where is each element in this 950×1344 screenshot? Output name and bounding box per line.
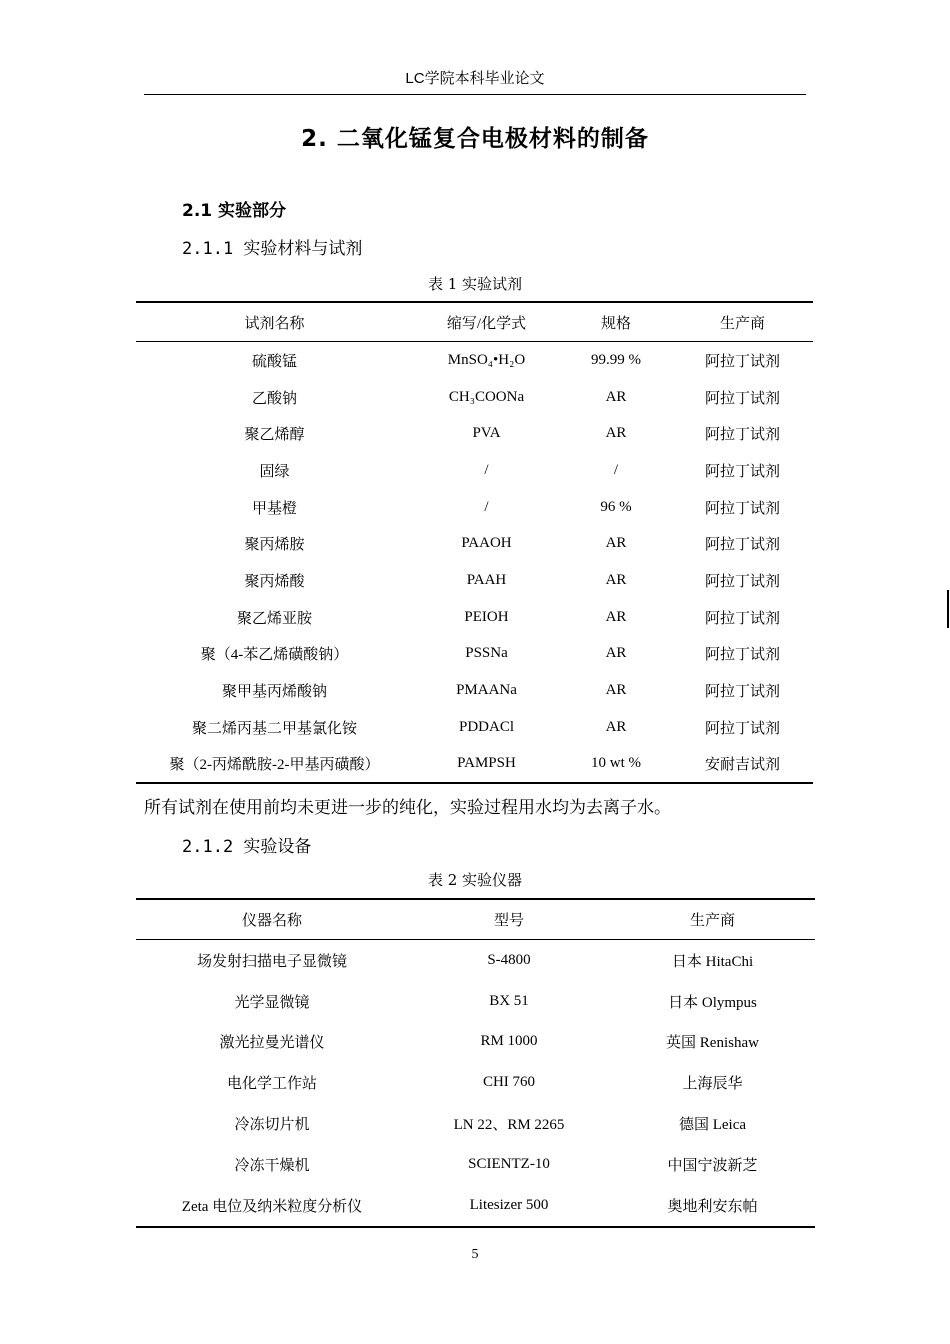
column-header: 生产商 [672, 302, 813, 342]
table-cell: 聚乙烯醇 [244, 427, 305, 444]
table-cell: 阿拉丁试剂 [704, 390, 780, 407]
table-cell: SCIENTZ-10 [468, 1155, 550, 1172]
table-cell: 甲基橙 [251, 500, 297, 517]
table-cell: PVA [472, 425, 501, 442]
table-cell: 阿拉丁试剂 [704, 684, 780, 701]
table-cell: 乙酸钠 [251, 390, 297, 407]
table-header-row [136, 899, 815, 940]
table-cell: AR [605, 388, 627, 405]
subsection-title-materials: 2.1.1 实验材料与试剂 [182, 239, 363, 259]
table-cell: 聚（4-苯乙烯磺酸钠） [200, 647, 349, 664]
table-row [136, 746, 813, 784]
table-cell: AR [605, 608, 627, 625]
table-row [136, 452, 813, 489]
table-cell: 阿拉丁试剂 [704, 647, 780, 664]
table-cell: PAAOH [461, 535, 512, 552]
table-cell: 聚丙烯酸 [244, 573, 305, 590]
table-cell: 阿拉丁试剂 [704, 610, 780, 627]
table-cell: 10 wt % [591, 755, 641, 772]
table-cell: 99.99 % [591, 351, 641, 368]
table-cell: PDDACl [458, 718, 514, 735]
table-cell: S-4800 [487, 951, 531, 968]
table-cell: 阿拉丁试剂 [704, 427, 780, 444]
table-cell: BX 51 [489, 992, 529, 1009]
table2-caption: 表 2 实验仪器 [427, 871, 523, 889]
table-row [136, 525, 813, 562]
table-row [136, 1022, 815, 1063]
table-cell: 聚二烯丙基二甲基氯化铵 [191, 720, 357, 737]
table-row [136, 342, 813, 379]
reagent-note: 所有试剂在使用前均未更进一步的纯化，实验过程用水均为去离子水。 [144, 798, 671, 818]
table-cell: PSSNa [465, 645, 508, 662]
chapter-title: 2. 二氧化锰复合电极材料的制备 [301, 126, 649, 152]
table-cell: CH₃COONa [448, 388, 525, 405]
table-cell: Zeta 电位及纳米粒度分析仪 [181, 1198, 363, 1215]
table-cell: 安耐吉试剂 [704, 757, 780, 774]
table-row [136, 1062, 815, 1103]
column-header: 仪器名称 [136, 899, 408, 940]
page-header: LC学院本科毕业论文 [144, 66, 806, 95]
table-cell: 聚丙烯胺 [244, 537, 305, 554]
table-row [136, 489, 813, 526]
column-header: 型号 [408, 899, 610, 940]
table-cell: 固绿 [259, 463, 290, 480]
table-cell: 冷冻干燥机 [234, 1157, 310, 1174]
table-header-row [136, 302, 813, 342]
table-cell: PEIOH [464, 608, 509, 625]
table1-caption: 表 1 实验试剂 [427, 275, 523, 293]
column-header: 缩写/化学式 [413, 302, 560, 342]
instruments-table [136, 898, 815, 1228]
table-cell: 阿拉丁试剂 [704, 463, 780, 480]
table-cell: PMAANa [456, 682, 517, 699]
table-cell: 硫酸锰 [251, 353, 297, 370]
table-row [136, 1144, 815, 1185]
table-cell: 电化学工作站 [226, 1076, 317, 1093]
column-header: 规格 [560, 302, 672, 342]
table-cell: 激光拉曼光谱仪 [219, 1035, 325, 1052]
table-cell: 英国 Renishaw [666, 1035, 759, 1052]
table-cell: 奥地利安东帕 [667, 1198, 758, 1215]
table-cell: Litesizer 500 [469, 1196, 549, 1213]
table-cell: AR [605, 645, 627, 662]
table-row [136, 1185, 815, 1227]
table-row [136, 379, 813, 416]
table-cell: RM 1000 [480, 1033, 538, 1050]
table-row [136, 599, 813, 636]
table-row [136, 1103, 815, 1144]
table-cell: 阿拉丁试剂 [704, 500, 780, 517]
page-number: 5 [471, 1247, 479, 1262]
table-cell: MnSO₄•H₂O [447, 351, 526, 368]
table-cell: AR [605, 425, 627, 442]
table-cell: AR [605, 535, 627, 552]
table-cell: 阿拉丁试剂 [704, 720, 780, 737]
table-cell: 日本 Olympus [668, 994, 757, 1011]
column-header: 生产商 [610, 899, 815, 940]
table-cell: PAAH [466, 571, 507, 588]
table-cell: 中国宁波新芝 [667, 1157, 758, 1174]
table-cell: CHI 760 [482, 1074, 536, 1091]
section-title: 2.1 实验部分 [182, 201, 287, 221]
table-row [136, 672, 813, 709]
table-cell: 冷冻切片机 [234, 1117, 310, 1134]
table-cell: 光学显微镜 [234, 994, 310, 1011]
table-cell: PAMPSH [457, 755, 516, 772]
table-cell: AR [605, 718, 627, 735]
table-cell: / [484, 461, 489, 478]
table-row [136, 562, 813, 599]
table-row [136, 940, 815, 981]
table-cell: 阿拉丁试剂 [704, 573, 780, 590]
table-cell: 阿拉丁试剂 [704, 537, 780, 554]
table-cell: / [613, 461, 619, 478]
table-cell: 德国 Leica [678, 1117, 747, 1134]
table-cell: 96 % [600, 498, 632, 515]
table-cell: AR [605, 682, 627, 699]
table-row [136, 415, 813, 452]
table-row [136, 636, 813, 673]
table-cell: 聚乙烯亚胺 [236, 610, 312, 627]
table-cell: 场发射扫描电子显微镜 [196, 953, 347, 970]
page-edge-marker [947, 590, 949, 628]
table-cell: 日本 HitaChi [671, 953, 754, 970]
table-row [136, 981, 815, 1022]
column-header: 试剂名称 [136, 302, 413, 342]
table-cell: LN 22、RM 2265 [453, 1117, 565, 1134]
table-cell: 上海辰华 [682, 1076, 743, 1093]
table-cell: 阿拉丁试剂 [704, 353, 780, 370]
table-cell: 聚甲基丙烯酸钠 [221, 684, 327, 701]
table-cell: 聚（2-丙烯酰胺-2-甲基丙磺酸） [169, 757, 380, 774]
subsection-title-equipment: 2.1.2 实验设备 [182, 837, 312, 857]
reagents-table [136, 301, 813, 784]
table-cell: / [484, 498, 489, 515]
table-row [136, 709, 813, 746]
table-cell: AR [605, 571, 627, 588]
